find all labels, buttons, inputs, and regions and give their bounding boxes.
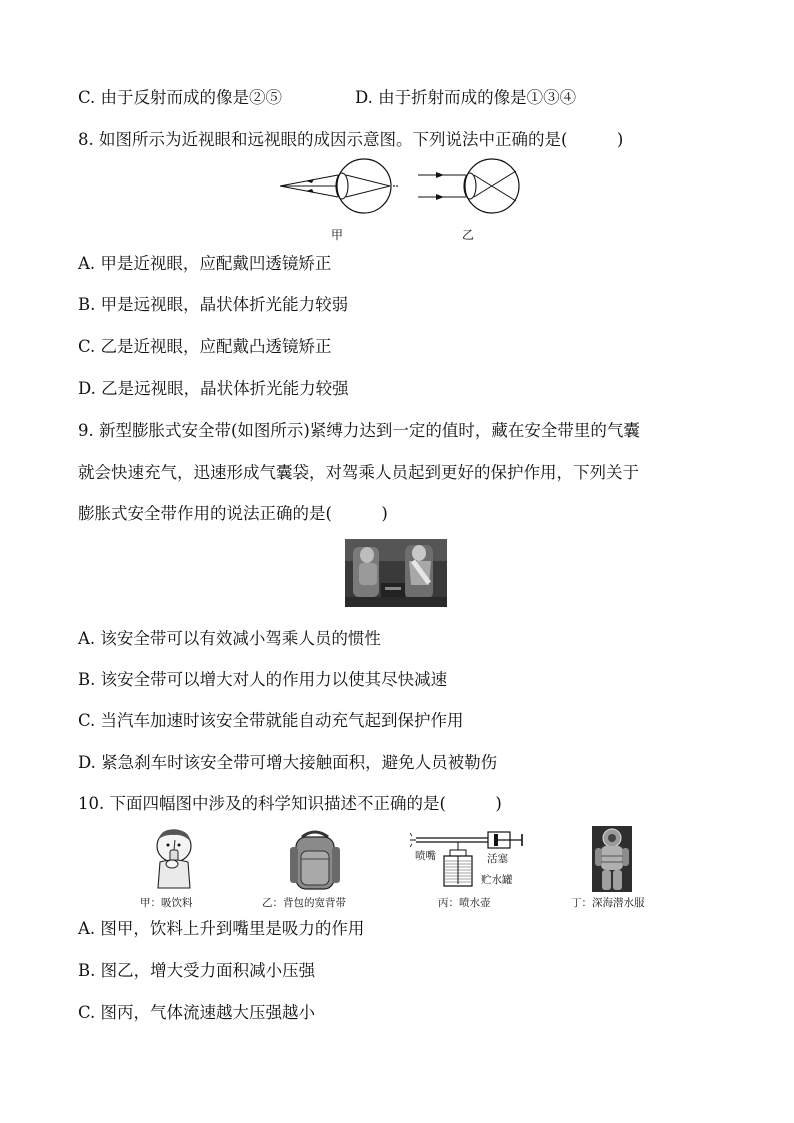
boy-drinking-illustration: [148, 826, 200, 890]
diving-suit-photo: [592, 826, 632, 892]
q8-option-c: C. 乙是近视眼，应配戴凸透镜矫正: [78, 337, 332, 356]
caption-bing: 丙：喷水壶: [438, 897, 491, 909]
q9-option-a: A. 该安全带可以有效减小驾乘人员的惯性: [78, 629, 381, 648]
sprayer-label-nozzle: 喷嘴: [415, 850, 436, 862]
seatbelt-photo: [345, 539, 447, 607]
caption-jia: 甲：吸饮料: [140, 897, 193, 909]
eye-diagram-jia: [276, 155, 406, 225]
q9-option-d: D. 紧急刹车时该安全带可增大接触面积，避免人员被勒伤: [78, 753, 498, 772]
q8-option-b: B. 甲是远视眼，晶状体折光能力较弱: [78, 295, 349, 314]
q10-option-a: A. 图甲，饮料上升到嘴里是吸力的作用: [78, 919, 365, 938]
caption-yi: 乙：背包的宽背带: [262, 897, 346, 909]
q7-option-c: C. 由于反射而成的像是②⑤: [78, 88, 283, 107]
q10-option-c: C. 图丙，气体流速越大压强越小: [78, 1003, 316, 1022]
q8-stem: 8. 如图所示为近视眼和远视眼的成因示意图。下列说法中正确的是( ): [78, 130, 624, 149]
q8-option-d: D. 乙是远视眼，晶状体折光能力较强: [78, 379, 349, 398]
q9-option-b: B. 该安全带可以增大对人的作用力以使其尽快减速: [78, 670, 448, 689]
q7-option-d: D. 由于折射而成的像是①③④: [355, 88, 577, 107]
q9-stem-line-2: 就会快速充气，迅速形成气囊袋，对驾乘人员起到更好的保护作用，下列关于: [78, 463, 639, 482]
backpack-illustration: [288, 829, 342, 891]
q10-stem: 10. 下面四幅图中涉及的科学知识描述不正确的是( ): [78, 794, 502, 813]
q10-option-b: B. 图乙，增大受力面积减小压强: [78, 961, 316, 980]
q8-option-a: A. 甲是近视眼，应配戴凹透镜矫正: [78, 254, 332, 273]
sprayer-label-tank: 贮水罐: [481, 874, 513, 886]
fig-label-yi: 乙: [462, 228, 475, 242]
q9-stem-line-1: 9. 新型膨胀式安全带(如图所示)紧缚力达到一定的值时，藏在安全带里的气囊: [78, 421, 640, 440]
q9-option-c: C. 当汽车加速时该安全带就能自动充气起到保护作用: [78, 711, 464, 730]
caption-ding: 丁：深海潜水服: [571, 897, 645, 909]
eye-diagram-yi: [414, 155, 534, 225]
sprayer-label-piston: 活塞: [487, 853, 508, 865]
fig-label-jia: 甲: [331, 228, 344, 242]
q9-stem-line-3: 膨胀式安全带作用的说法正确的是( ): [78, 504, 388, 523]
